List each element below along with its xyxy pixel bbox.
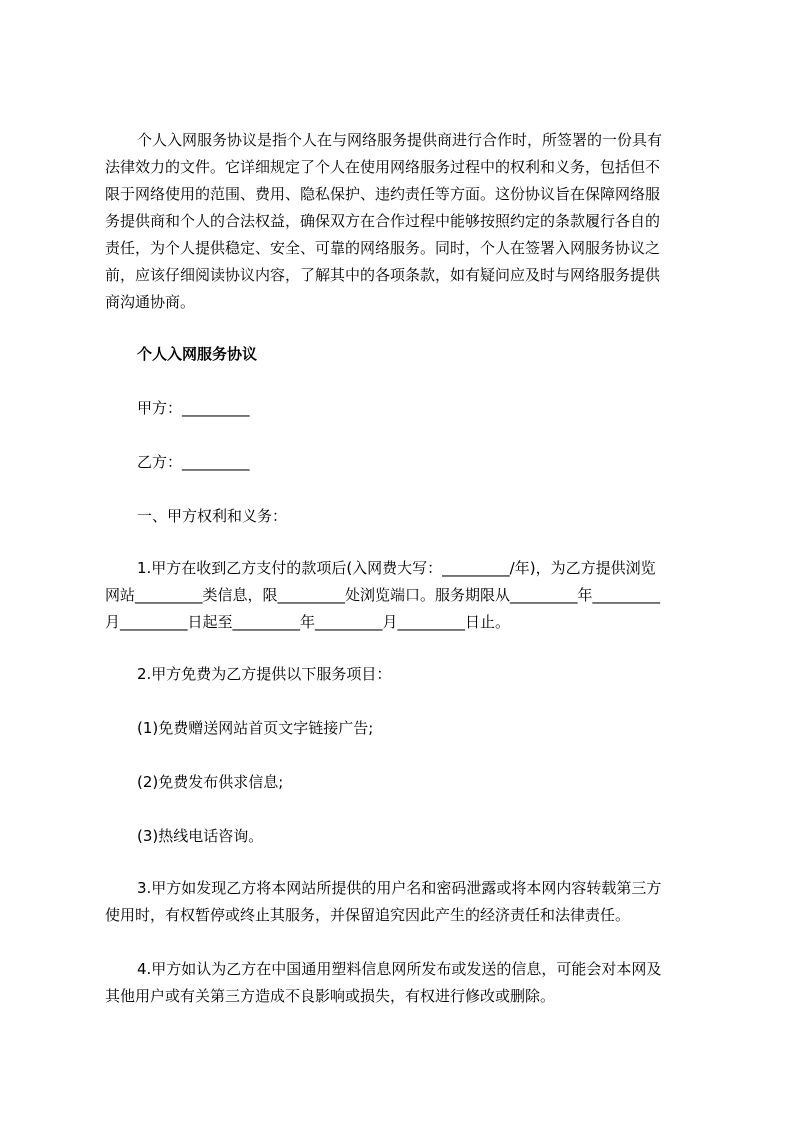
clause-3-line: 使用时，有权暂停或终止其服务，并保留追究因此产生的经济责任和法律责任。 bbox=[105, 906, 631, 924]
clause-4-line: 其他用户或有关第三方造成不良影响或损失，有权进行修改或删除。 bbox=[105, 987, 556, 1005]
intro-line: 个人入网服务协议是指个人在与网络服务提供商进行合作时，所签署的一份具有 bbox=[137, 131, 663, 149]
party-b-line: 乙方：_________ bbox=[137, 453, 250, 471]
intro-line: 务提供商和个人的合法权益，确保双方在合作过程中能够按照约定的条款履行各自的 bbox=[105, 212, 661, 230]
service-item: (2)免费发布供求信息; bbox=[137, 773, 284, 791]
intro-line: 商沟通协商。 bbox=[105, 293, 196, 311]
clause-1-line: 网站_________类信息，限_________处浏览端口。服务期限从_________年_________ bbox=[105, 586, 661, 604]
clause-2-line: 2.甲方免费为乙方提供以下服务项目： bbox=[137, 665, 392, 683]
section-heading: 一、甲方权利和义务： bbox=[137, 507, 288, 525]
service-item: (1)免费赠送网站首页文字链接广告; bbox=[137, 719, 374, 737]
clause-3-line: 3.甲方如发现乙方将本网站所提供的用户名和密码泄露或将本网内容转载第三方 bbox=[137, 879, 662, 897]
clause-1-line: 月_________日起至_________年_________月_________日止。 bbox=[105, 613, 511, 631]
intro-line: 法律效力的文件。它详细规定了个人在使用网络服务过程中的权利和义务，包括但不 bbox=[105, 158, 661, 176]
clause-1-line: 1.甲方在收到乙方支付的款项后(入网费大写：_________/年)，为乙方提供浏览 bbox=[137, 559, 656, 577]
service-item: (3)热线电话咨询。 bbox=[137, 827, 264, 845]
intro-line: 限于网络使用的范围、费用、隐私保护、违约责任等方面。这份协议旨在保障网络服 bbox=[105, 185, 661, 203]
document-title: 个人入网服务协议 bbox=[137, 345, 258, 363]
party-a-line: 甲方：_________ bbox=[137, 399, 250, 417]
clause-4-line: 4.甲方如认为乙方在中国通用塑料信息网所发布或发送的信息，可能会对本网及 bbox=[137, 960, 662, 978]
intro-line: 前，应该仔细阅读协议内容，了解其中的各项条款，如有疑问应及时与网络服务提供 bbox=[105, 266, 661, 284]
intro-line: 责任，为个人提供稳定、安全、可靠的网络服务。同时，个人在签署入网服务协议之 bbox=[105, 239, 661, 257]
